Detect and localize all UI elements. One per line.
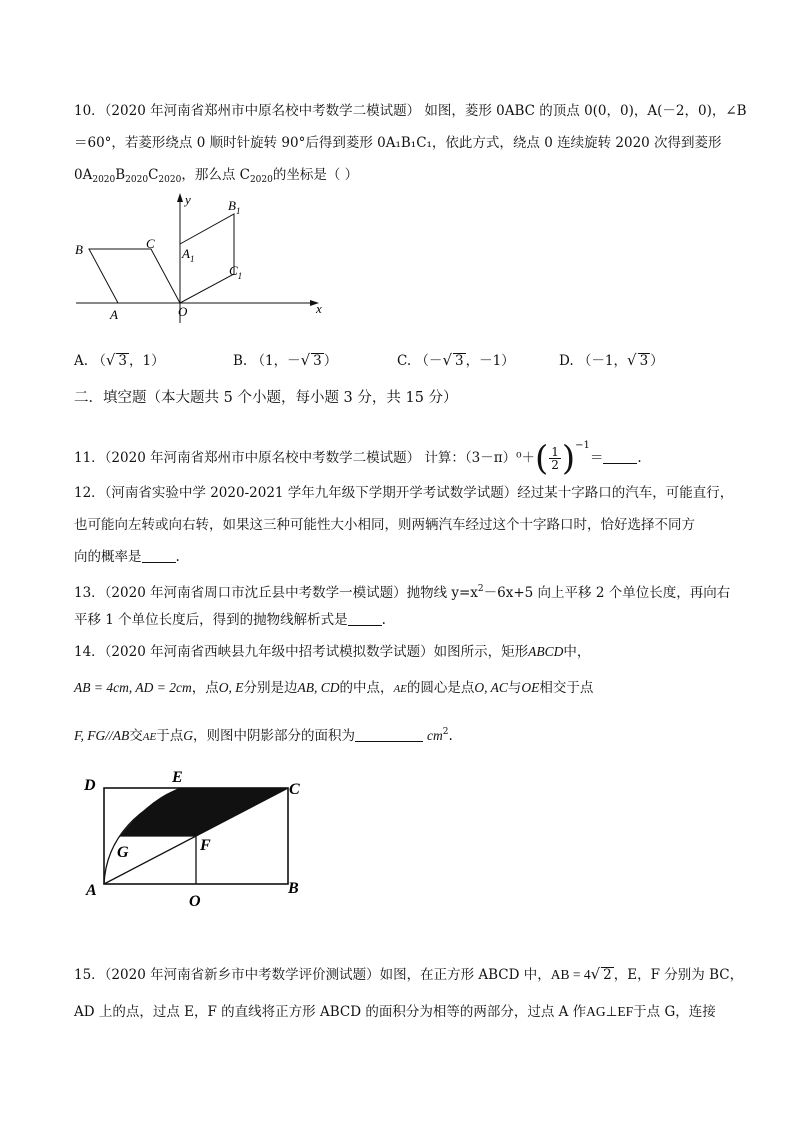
q14-answer-blank (355, 729, 423, 742)
q10-line-3: $0A_{2020}B_{2020}C_{2020}$，那么点 $C_{2020}$的坐标是（ ） (74, 167, 359, 185)
label-C: C (289, 781, 300, 798)
q12-answer-blank (142, 550, 176, 563)
q10-line-1: 10．（2020 年河南省郑州市中原名校中考数学二模试题） 如图，菱形 0ABC 的顶点 0(0，0)，A(－2，0)，∠B (74, 103, 747, 119)
y-axis-arrow-icon (177, 193, 183, 202)
q14-rectangle-figure (80, 764, 320, 914)
q12-line-2: 也可能向左转或向右转，如果这三种可能性大小相同，则两辆汽车经过这个十字路口时，恰好选择不同方 (74, 517, 695, 533)
q15-line-1: 15．（2020 年河南省新乡市中考数学评价测试题）如图，在正方形 ABCD 中，AB = 4√ 2 ，E，F 分别为 BC， (74, 965, 744, 983)
label-B: B (288, 880, 299, 897)
q10-option-d: D. （－1，√ 3 ） (559, 351, 664, 369)
q10-line-2: ＝60°，若菱形绕点 0 顺时针旋转 90°后得到菱形 0A₁B₁C₁，依此方式，绕点 0 连续旋转 2020 次得到菱形 (74, 135, 722, 151)
label-x: x (316, 301, 322, 316)
label-A: A (86, 882, 97, 899)
rhombus-oabc (89, 249, 180, 303)
label-O: O (178, 304, 188, 319)
q13-line-2: 平移 1 个单位长度后，得到的抛物线解析式是 . (74, 612, 386, 628)
label-C1: $C_1$ (229, 263, 243, 281)
q12-line-3: 向的概率是 . (74, 549, 180, 565)
q14-line-1: 14．（2020 年河南省西峡县九年级中招考试模拟数学试题）如图所示，矩形ABCD中， (74, 644, 591, 660)
label-A1: $A_1$ (182, 246, 195, 264)
label-F: F (200, 837, 211, 854)
shaded-region (120, 788, 288, 836)
label-y: y (185, 192, 191, 207)
q10-option-b: B. （1，－√ 3 ） (233, 351, 338, 369)
q10-rhombus-figure (70, 188, 330, 328)
q14-line-3: F, FG//AB交AE于点G，则图中阴影部分的面积为 $cm^2$. (74, 727, 453, 744)
q15-line-2: AD 上的点，过点 E，F 的直线将正方形 ABCD 的面积分为相等的两部分，过点 A 作AG⊥EF于点 G，连接 (74, 1004, 716, 1020)
q14-line-2: AB = 4cm, AD = 2cm，点O, E分别是边AB, CD的中点，AE的圆心是点O, AC与OE相交于点 (74, 680, 594, 696)
label-D: D (84, 777, 96, 794)
label-G: G (117, 844, 129, 861)
label-E: E (172, 769, 183, 786)
q13-line-1: 13．（2020 年河南省周口市沈丘县中考数学一模试题）抛物线 $y=x^2-6x+5$ 向上平移 2 个单位长度，再向右 (74, 584, 731, 601)
q11-fraction: $\frac{1}{2}$ (551, 445, 559, 472)
label-B: B (75, 242, 83, 257)
label-B1: $B_1$ (228, 198, 241, 216)
q11-answer-blank (603, 451, 637, 464)
q13-answer-blank (348, 613, 382, 626)
label-C: C (146, 236, 155, 251)
label-O: O (189, 893, 201, 910)
label-A: A (110, 307, 118, 322)
q10-option-c: C. （－√ 3 ，－1） (397, 351, 515, 369)
q11-line: 11．（2020 年河南省郑州市中原名校中考数学二模试题） 计算：（3－π）⁰＋( $\frac{1}{2}$ )$^{-1}$＝ . (74, 438, 642, 479)
section-heading-fill-in: 二．填空题（本大题共 5 个小题，每小题 3 分，共 15 分） (74, 390, 458, 406)
q10-option-a: A. （√ 3 ，1） (74, 351, 165, 369)
q12-line-1: 12．（河南省实验中学 2020-2021 学年九年级下学期开学考试数学试题）经过某十字路口的汽车，可能直行， (74, 485, 734, 501)
